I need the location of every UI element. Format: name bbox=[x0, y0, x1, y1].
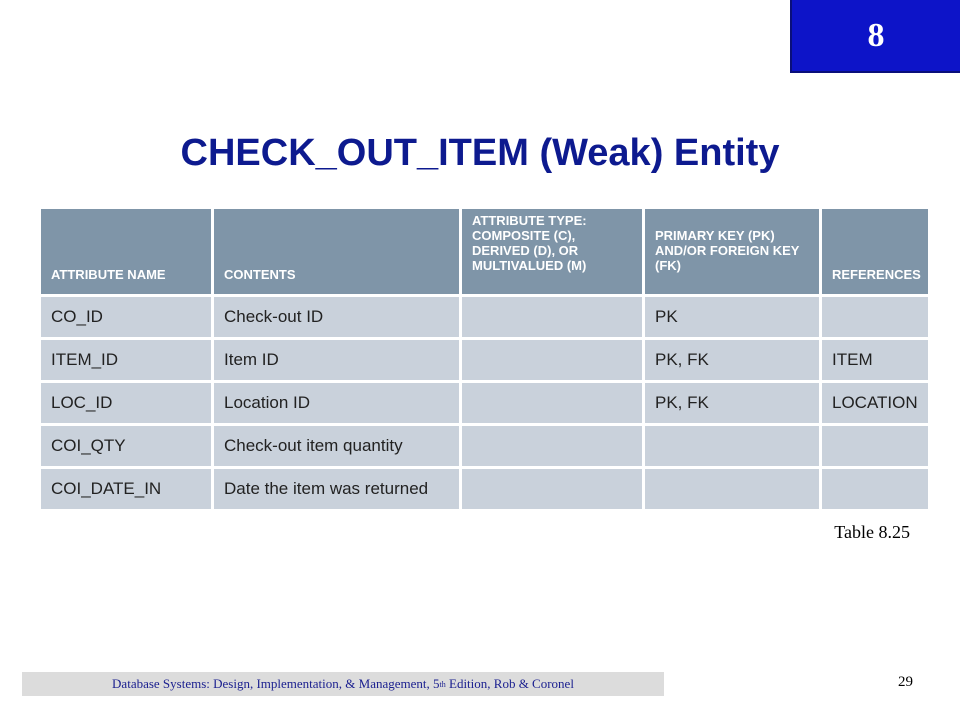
cell-attribute-type bbox=[461, 382, 644, 425]
cell-contents: Date the item was returned bbox=[213, 468, 461, 511]
cell-contents: Location ID bbox=[213, 382, 461, 425]
header-contents: CONTENTS bbox=[213, 208, 461, 296]
chapter-badge bbox=[790, 0, 960, 73]
cell-attribute-type bbox=[461, 468, 644, 511]
header-references: REFERENCES bbox=[821, 208, 930, 296]
attribute-table bbox=[38, 206, 931, 512]
cell-attribute-name: COI_QTY bbox=[40, 425, 213, 468]
header-attribute-name: ATTRIBUTE NAME bbox=[40, 208, 213, 296]
cell-contents: Check-out item quantity bbox=[213, 425, 461, 468]
table-row bbox=[40, 425, 930, 468]
cell-key: PK bbox=[644, 296, 821, 339]
table-row bbox=[40, 339, 930, 382]
cell-key bbox=[644, 425, 821, 468]
header-attribute-type: ATTRIBUTE TYPE: COMPOSITE (C), DERIVED (D), OR MULTIVALUED (M) bbox=[461, 208, 644, 296]
table-caption: Table 8.25 bbox=[834, 522, 910, 542]
cell-key: PK, FK bbox=[644, 339, 821, 382]
table-row bbox=[40, 296, 930, 339]
page-number: 29 bbox=[898, 674, 913, 690]
footer-text-start: Database Systems: Design, Implementation, & Management, 5 bbox=[112, 676, 440, 691]
table-row bbox=[40, 382, 930, 425]
table-header-row bbox=[40, 208, 930, 296]
chapter-number: 8 bbox=[867, 16, 885, 54]
footer-citation bbox=[22, 672, 664, 696]
footer-superscript: th bbox=[439, 679, 446, 689]
cell-attribute-type bbox=[461, 296, 644, 339]
cell-attribute-name: COI_DATE_IN bbox=[40, 468, 213, 511]
cell-references: ITEM bbox=[821, 339, 930, 382]
cell-attribute-type bbox=[461, 339, 644, 382]
cell-attribute-type bbox=[461, 425, 644, 468]
cell-attribute-name: ITEM_ID bbox=[40, 339, 213, 382]
slide-title: CHECK_OUT_ITEM (Weak) Entity bbox=[180, 132, 780, 174]
cell-key: PK, FK bbox=[644, 382, 821, 425]
header-key: PRIMARY KEY (PK) AND/OR FOREIGN KEY (FK) bbox=[644, 208, 821, 296]
cell-key bbox=[644, 468, 821, 511]
cell-attribute-name: CO_ID bbox=[40, 296, 213, 339]
cell-references bbox=[821, 425, 930, 468]
footer-text-end: Edition, Rob & Coronel bbox=[445, 676, 574, 691]
cell-references bbox=[821, 296, 930, 339]
cell-attribute-name: LOC_ID bbox=[40, 382, 213, 425]
cell-contents: Item ID bbox=[213, 339, 461, 382]
cell-references: LOCATION bbox=[821, 382, 930, 425]
cell-contents: Check-out ID bbox=[213, 296, 461, 339]
table-row bbox=[40, 468, 930, 511]
cell-references bbox=[821, 468, 930, 511]
